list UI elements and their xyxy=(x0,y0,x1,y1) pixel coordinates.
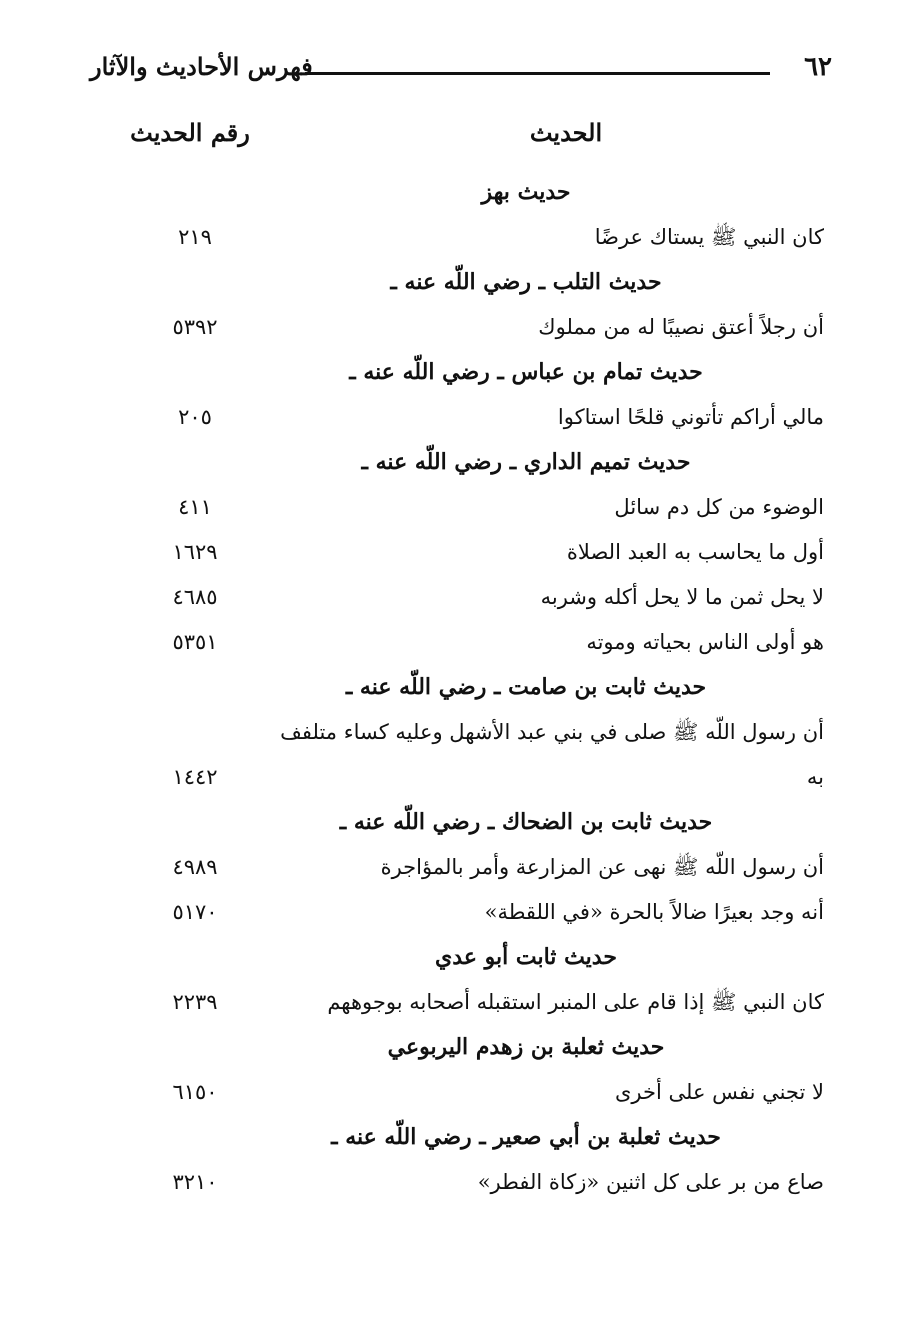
list-item xyxy=(90,395,832,440)
list-item xyxy=(90,215,832,260)
hadith-text-continuation: به xyxy=(806,765,824,789)
section-heading: حديث تميم الداري ـ رضي اللّه عنه ـ xyxy=(361,449,691,475)
column-headers xyxy=(90,118,832,158)
hadith-number: ٤٩٨٩ xyxy=(172,855,218,879)
hadith-text: هو أولى الناس بحياته وموته xyxy=(586,630,824,654)
list-item xyxy=(90,710,832,800)
hadith-number: ٣٢١٠ xyxy=(172,1170,218,1194)
hadith-text: لا يحل ثمن ما لا يحل أكله وشربه xyxy=(540,585,824,609)
hadith-text: لا تجني نفس على أخرى xyxy=(615,1080,824,1104)
running-title: فهرس الأحاديث والآثار xyxy=(90,52,313,81)
section-heading: حديث ثابت بن صامت ـ رضي اللّه عنه ـ xyxy=(345,674,707,700)
hadith-number: ٦١٥٠ xyxy=(172,1080,218,1104)
hadith-number: ١٦٢٩ xyxy=(172,540,218,564)
list-item xyxy=(90,980,832,1025)
hadith-text: كان النبي ﷺ يستاك عرضًا xyxy=(594,225,824,249)
hadith-text: أنه وجد بعيرًا ضالاً بالحرة «في اللقطة» xyxy=(484,900,824,924)
list-item xyxy=(90,485,832,530)
list-item xyxy=(90,1160,832,1205)
header-rule xyxy=(305,72,770,75)
list-item xyxy=(90,890,832,935)
section-heading: حديث التلب ـ رضي اللّه عنه ـ xyxy=(390,269,662,295)
page-number: ٦٢ xyxy=(804,52,832,82)
number-column-header: رقم الحديث xyxy=(130,118,250,147)
list-item xyxy=(90,575,832,620)
section-heading: حديث ثعلبة بن أبي صعير ـ رضي اللّه عنه ـ xyxy=(331,1124,721,1150)
hadith-number: ٢٢٣٩ xyxy=(172,990,218,1014)
section-heading: حديث ثابت بن الضحاك ـ رضي اللّه عنه ـ xyxy=(339,809,713,835)
section-heading: حديث بهز xyxy=(481,179,571,205)
hadith-column-header: الحديث xyxy=(529,118,603,147)
hadith-number: ٤٦٨٥ xyxy=(172,585,218,609)
hadith-number: ٥٣٥١ xyxy=(172,630,218,654)
section-heading: حديث تمام بن عباس ـ رضي اللّه عنه ـ xyxy=(349,359,703,385)
hadith-text: أول ما يحاسب به العبد الصلاة xyxy=(566,540,824,564)
hadith-number: ٥١٧٠ xyxy=(172,900,218,924)
hadith-text: كان النبي ﷺ إذا قام على المنبر استقبله أصحابه بوجوههم xyxy=(327,990,824,1014)
hadith-number: ٢١٩ xyxy=(178,225,212,249)
list-item xyxy=(90,1070,832,1115)
section-heading: حديث ثعلبة بن زهدم اليربوعي xyxy=(387,1034,665,1060)
hadith-text-line: أن رسول اللّه ﷺ صلى في بني عبد الأشهل وعليه كساء متلفف xyxy=(280,720,824,744)
list-item xyxy=(90,305,832,350)
list-item xyxy=(90,530,832,575)
page-header xyxy=(90,52,832,96)
hadith-number: ٥٣٩٢ xyxy=(172,315,218,339)
list-item xyxy=(90,620,832,665)
hadith-number: ٢٠٥ xyxy=(178,405,212,429)
section-heading: حديث ثابت أبو عدي xyxy=(435,944,617,970)
hadith-text: مالي أراكم تأتوني قلحًا استاكوا xyxy=(557,405,824,429)
list-item xyxy=(90,845,832,890)
hadith-number: ١٤٤٢ xyxy=(172,765,218,789)
hadith-text: أن رسول اللّه ﷺ نهى عن المزارعة وأمر بالمؤاجرة xyxy=(380,855,824,879)
hadith-index-list xyxy=(90,170,832,1205)
hadith-text: أن رجلاً أعتق نصيبًا له من مملوك xyxy=(538,315,824,339)
hadith-number: ٤١١ xyxy=(178,495,212,519)
hadith-text: صاع من بر على كل اثنين «زكاة الفطر» xyxy=(477,1170,824,1194)
hadith-text: الوضوء من كل دم سائل xyxy=(614,495,824,519)
